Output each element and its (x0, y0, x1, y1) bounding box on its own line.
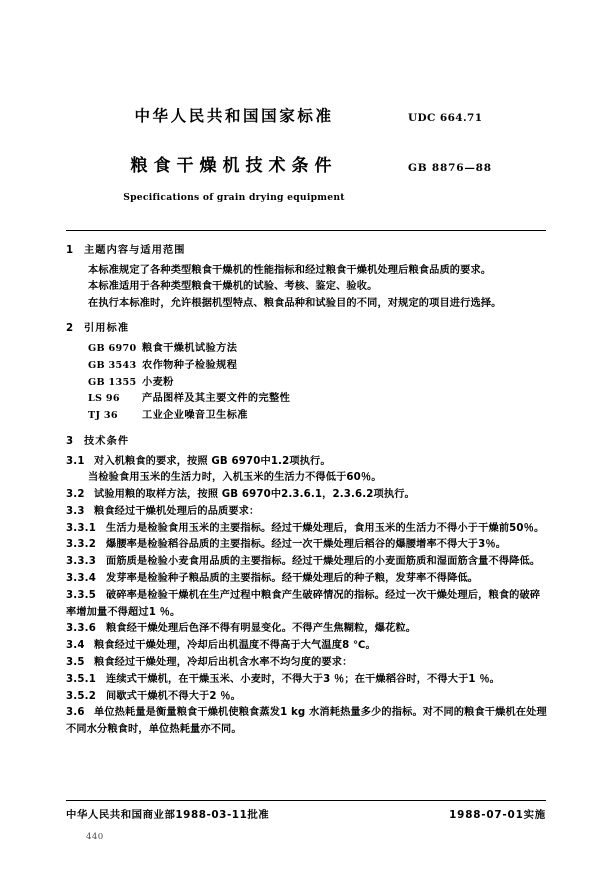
section-1-paragraph-3: 在执行本标准时，允许根据机型特点、粮食品种和试验目的不同，对规定的项目进行选择。 (88, 297, 502, 309)
page-title: 粮食干燥机技术条件 (130, 156, 338, 176)
clause-text: 连续式干燥机，在干燥玉米、小麦时，不得大于3 ％；在干燥稻谷时，不得大于1 ％。 (106, 673, 501, 685)
reference-code: LS 96 (88, 393, 120, 405)
clause-label: 3.6 (66, 707, 85, 719)
section-heading-3 (66, 434, 548, 451)
clause-label: 3.3 (66, 505, 85, 517)
document-header (66, 104, 546, 203)
clause-3-3-2 (66, 537, 548, 554)
list-item (66, 341, 548, 358)
clause-3-1 (66, 454, 548, 471)
reference-name: 粮食干燥机试验方法 (142, 342, 238, 354)
clause-text: 发芽率是检验种子粮品质的主要指标。经干燥处理后的种子粮，发芽率不得降低。 (106, 572, 479, 584)
clause-3-5 (66, 655, 548, 672)
reference-code: TJ 36 (88, 410, 118, 422)
section-1-paragraph-2: 本标准适用于各种类型粮食干燥机的试验、考核、鉴定、验收。 (88, 281, 378, 293)
clause-text: 面筋质是检验小麦食用品质的主要指标。经过干燥处理后的小麦面筋质和湿面筋含量不得降低。 (106, 556, 541, 568)
clause-label: 3.5.1 (66, 673, 97, 685)
clause-text: 粮食经过干燥机处理后的品质要求： (94, 505, 260, 517)
clause-3-5-1 (66, 672, 548, 689)
list-item (66, 408, 548, 425)
reference-name: 农作物种子检验规程 (142, 359, 238, 371)
clause-text: 间歇式干燥机不得大于2 ％。 (106, 690, 241, 702)
clause-label: 3.4 (66, 640, 85, 652)
reference-name: 小麦粉 (142, 376, 174, 388)
header-title-row (66, 151, 546, 176)
approval-statement: 中华人民共和国商业部1988-03-11批准 (66, 809, 270, 821)
clause-3-1-continuation: 当检验食用玉米的生活力时，入机玉米的生活力不得低于60％。 (88, 472, 382, 484)
section-number-2: 2 (66, 323, 74, 335)
reference-code: GB 6970 (88, 342, 137, 354)
clause-3-3-1 (66, 521, 548, 538)
clause-text: 爆腰率是检验稻谷品质的主要指标。经过一次干燥处理后稻谷的爆腰增率不得大于3％。 (106, 539, 507, 551)
clause-text: 粮食经过干燥处理，冷却后出机温度不得高于大气温度8 ℃。 (94, 640, 376, 652)
clause-text: 粮食经干燥处理后色泽不得有明显变化。不得产生焦糊粒，爆花粒。 (106, 623, 417, 635)
issuing-body-wrap (66, 104, 402, 126)
issuing-body: 中华人民共和国国家标准 (134, 107, 334, 125)
clause-3-4 (66, 638, 548, 655)
clause-3-5-2 (66, 689, 548, 706)
udc-wrap (402, 106, 546, 125)
section-title-2: 引用标准 (84, 323, 130, 335)
standard-title-wrap (66, 151, 402, 176)
section-heading-2 (66, 321, 548, 338)
list-item (66, 358, 548, 375)
footer-divider (66, 800, 546, 801)
clause-label: 3.3.2 (66, 539, 97, 551)
standard-code-wrap (402, 156, 546, 175)
clause-label: 3.3.5 (66, 589, 97, 601)
header-divider (66, 230, 546, 231)
clause-text: 单位热耗量是衡量粮食干燥机使粮食蒸发1 kg 水消耗热量多少的指标。对不同的粮食干燥机在处理不同水分粮食时，单位热耗量亦不同。 (66, 707, 547, 736)
clause-label: 3.5.2 (66, 690, 97, 702)
document-body (66, 243, 548, 739)
clause-label: 3.3.1 (66, 522, 97, 534)
clause-label: 3.1 (66, 455, 85, 467)
clause-3-3-6 (66, 621, 548, 638)
clause-label: 3.3.6 (66, 623, 97, 635)
page-number: 440 (86, 832, 104, 842)
effective-date: 1988-07-01实施 (449, 809, 546, 821)
referenced-standards-list (66, 341, 548, 425)
udc-code: UDC 664.71 (408, 112, 483, 124)
section-title-1: 主题内容与适用范围 (84, 245, 186, 256)
reference-name: 产品图样及其主要文件的完整性 (142, 393, 291, 405)
reference-code: GB 1355 (88, 376, 137, 388)
clause-text: 生活力是检验食用玉米的主要指标。经过干燥处理后，食用玉米的生活力不得小于干燥前50％。 (106, 522, 545, 534)
clause-3-3-5 (66, 588, 548, 622)
reference-name: 工业企业噪音卫生标准 (142, 410, 248, 422)
clause-label: 3.3.3 (66, 556, 97, 568)
clause-text: 破碎率是检验干燥机在生产过程中粮食产生破碎情况的指标。经过一次干燥处理后，粮食的破碎率增加量不得超过1 ％。 (66, 589, 541, 618)
list-item (66, 391, 548, 408)
section-1-paragraph-1: 本标准规定了各种类型粮食干燥机的性能指标和经过粮食干燥机处理后粮食品质的要求。 (88, 264, 492, 276)
section-number-1: 1 (66, 245, 74, 256)
document-footer (66, 806, 546, 821)
clause-text: 对入机粮食的要求，按照 GB 6970中1.2项执行。 (94, 455, 331, 467)
section-number-3: 3 (66, 435, 74, 447)
clause-3-3 (66, 504, 548, 521)
clause-3-6 (66, 705, 548, 739)
header-org-row (66, 104, 546, 126)
clause-text: 试验用粮的取样方法，按照 GB 6970中2.3.6.1，2.3.6.2项执行。 (94, 488, 415, 500)
clause-text: 粮食经过干燥处理，冷却后出机含水率不均匀度的要求： (94, 656, 353, 668)
clause-3-3-3 (66, 554, 548, 571)
list-item (66, 375, 548, 392)
standard-code: GB 8876—88 (408, 162, 492, 174)
section-heading-1 (66, 243, 548, 260)
clause-label: 3.3.4 (66, 572, 97, 584)
reference-code: GB 3543 (88, 359, 137, 371)
section-title-3: 技术条件 (84, 435, 130, 447)
english-title: Specifications of grain drying equipment (123, 192, 345, 203)
clause-3-3-4 (66, 571, 548, 588)
clause-3-2 (66, 487, 548, 504)
clause-label: 3.5 (66, 656, 85, 668)
clause-label: 3.2 (66, 488, 85, 500)
